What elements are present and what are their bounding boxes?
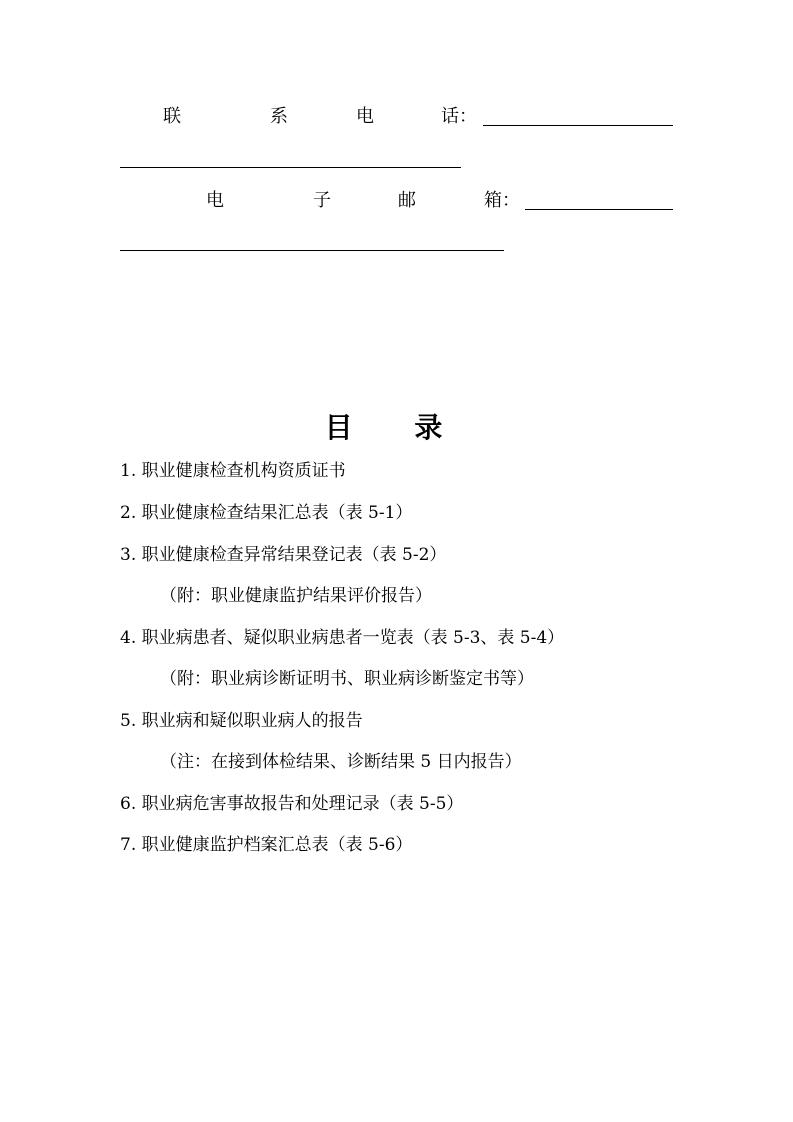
phone-blank-line-1[interactable] (483, 125, 673, 126)
phone-field-row (0, 105, 793, 133)
toc-item-6: 6. 职业病危害事故报告和处理记录（表 5-5） (120, 794, 464, 814)
phone-label-char-3: 电 (356, 106, 374, 127)
toc-item-2: 2. 职业健康检查结果汇总表（表 5-1） (120, 503, 413, 523)
toc-item-5: 5. 职业病和疑似职业病人的报告 (120, 711, 363, 731)
toc-title: 目 录 (324, 411, 469, 444)
phone-label-char-4: 话： (441, 106, 477, 127)
phone-label-char-2: 系 (270, 106, 288, 127)
email-label-char-3: 邮 (398, 190, 416, 211)
toc-item-3-note: （附：职业健康监护结果评价报告） (160, 586, 432, 606)
toc-item-5-note: （注：在接到体检结果、诊断结果 5 日内报告） (160, 752, 522, 772)
toc-item-7: 7. 职业健康监护档案汇总表（表 5-6） (120, 835, 413, 855)
email-blank-line-1[interactable] (525, 209, 673, 210)
toc-item-4: 4. 职业病患者、疑似职业病患者一览表（表 5-3、表 5-4） (120, 628, 565, 648)
email-label-char-1: 电 (206, 190, 224, 211)
toc-item-1: 1. 职业健康检查机构资质证书 (120, 461, 346, 481)
toc-item-4-note: （附：职业病诊断证明书、职业病诊断鉴定书等） (160, 669, 534, 689)
phone-label-char-1: 联 (163, 106, 181, 127)
phone-blank-line-2[interactable] (120, 167, 461, 168)
email-field-row (0, 189, 793, 217)
toc-item-3: 3. 职业健康检查异常结果登记表（表 5-2） (120, 545, 447, 565)
email-label-char-4: 箱： (484, 190, 520, 211)
email-blank-line-2[interactable] (120, 250, 504, 251)
email-label-char-2: 子 (313, 190, 331, 211)
